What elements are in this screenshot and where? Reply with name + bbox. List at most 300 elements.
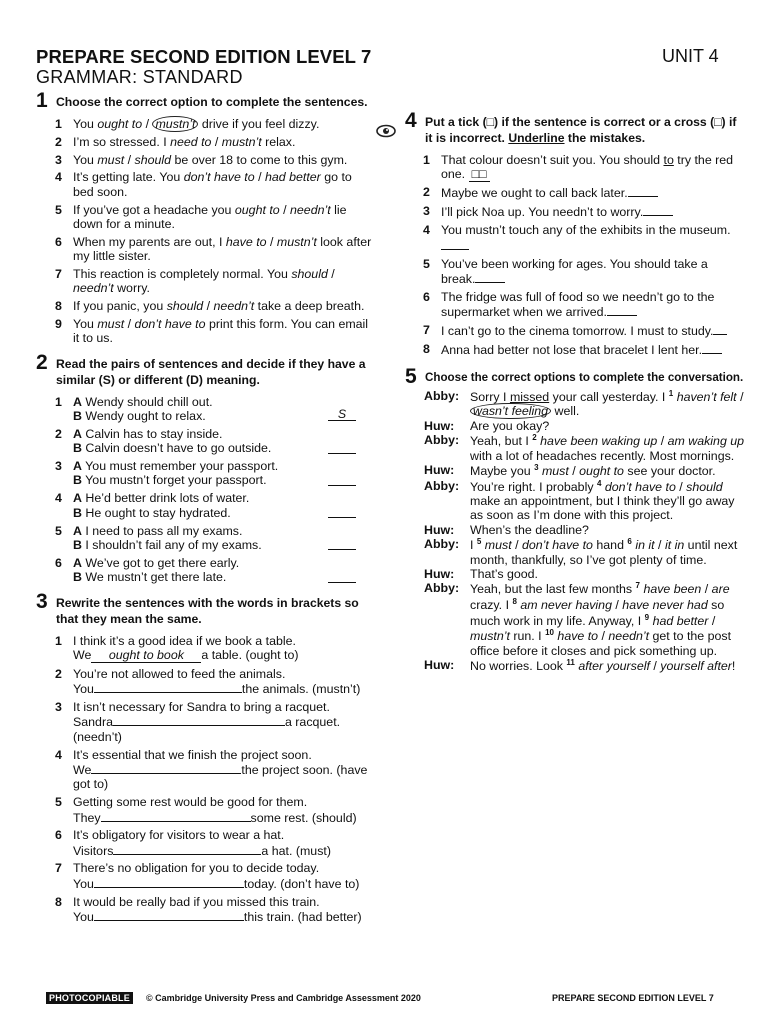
rewrite-line	[73, 909, 374, 924]
pair-label: A	[73, 555, 82, 570]
list-item	[36, 317, 374, 346]
dialogue-text-segment: No worries. Look	[470, 659, 567, 674]
gap-number: 6	[627, 537, 632, 547]
option-b[interactable]: mustn’t	[221, 134, 262, 149]
sentence-text: Wendy ought to relax.	[81, 408, 206, 423]
option-separator: /	[254, 170, 265, 185]
dialogue-line	[405, 479, 745, 523]
tick-box-icon: □	[486, 115, 495, 129]
dialogue-text	[470, 537, 745, 567]
option-b[interactable]: needn’t	[290, 202, 331, 217]
rewrite-start: You	[73, 910, 94, 925]
option-separator: /	[266, 234, 277, 249]
item-number: 3	[55, 459, 62, 474]
instruction-text: ) if the sentence is correct or a cross (	[494, 115, 715, 129]
gap-number: 11	[566, 657, 575, 667]
exercise-1	[36, 90, 374, 346]
underlined-word: missed	[509, 389, 550, 404]
item-text	[73, 267, 374, 296]
sentence-b	[73, 570, 328, 584]
gap-number: 1	[668, 388, 674, 398]
list-item	[405, 290, 745, 320]
answer-blank[interactable]	[441, 238, 469, 250]
sentence-text: Calvin has to stay inside.	[81, 426, 223, 441]
sentence-text: I can’t go to the cinema tomorrow. I must to study.	[441, 324, 714, 339]
rewrite-start: You	[73, 876, 94, 891]
sentence-text: You	[73, 316, 98, 331]
option-b[interactable]: mustn’t	[152, 116, 198, 132]
exercise-number: 2	[36, 350, 48, 374]
list-item	[36, 861, 374, 891]
rewrite-start: You	[73, 682, 94, 697]
sentence-text: We mustn’t get there late.	[81, 570, 227, 585]
rewrite-line	[73, 681, 374, 696]
speaker-name: Huw:	[424, 418, 455, 433]
dialogue-text-segment: /	[736, 389, 744, 404]
dialogue-text	[470, 658, 745, 674]
option-choice[interactable]: have been	[643, 582, 702, 597]
sentence-text: You mustn’t touch any of the exhibits in the museum.	[441, 223, 731, 238]
option-b[interactable]: should	[134, 152, 172, 167]
list-item	[36, 895, 374, 925]
exercise-5	[405, 366, 745, 674]
dialogue-text	[470, 463, 745, 479]
list-item	[36, 153, 374, 167]
sentence-text: He’d better drink lots of water.	[81, 491, 250, 506]
list-item	[36, 395, 374, 424]
sentence-text: When my parents are out, I	[73, 234, 226, 249]
pair-label: B	[73, 505, 82, 520]
option-choice[interactable]: haven’t felt	[676, 389, 737, 404]
underlined-mistake: to	[663, 152, 674, 167]
item-text	[73, 634, 374, 664]
option-a[interactable]: need to	[170, 134, 212, 149]
original-sentence: You’re not allowed to feed the animals.	[73, 666, 286, 681]
answer-blank[interactable]	[702, 342, 722, 354]
answer-blank[interactable]	[643, 204, 673, 216]
answer-blank[interactable]	[94, 909, 244, 921]
answer-blank[interactable]	[94, 876, 244, 888]
item-number: 4	[55, 747, 62, 762]
dialogue-text	[470, 567, 745, 581]
pair-label: A	[73, 426, 82, 441]
item-number: 4	[423, 223, 430, 238]
option-separator: /	[327, 266, 335, 281]
option-choice[interactable]: should	[686, 479, 723, 494]
item-text	[73, 170, 374, 199]
copyright-text: © Cambridge University Press and Cambridge Assessment 2020	[146, 993, 421, 1003]
exercise-3	[36, 591, 374, 925]
item-text	[73, 795, 374, 825]
dialogue-text-segment: make an appointment, but I think they’ll go away as soon as I’m done with this project.	[470, 494, 735, 523]
list-item	[405, 185, 745, 200]
item-number: 6	[55, 828, 62, 843]
list-item	[36, 299, 374, 313]
exercise-instruction: Choose the correct option to complete the sentences.	[56, 95, 368, 109]
item-number: 8	[55, 894, 62, 909]
item-text	[73, 203, 374, 232]
item-number: 1	[423, 152, 430, 167]
sentence-text: Anna had better not lose that bracelet I lent her.	[441, 343, 703, 358]
option-choice[interactable]: in it	[635, 538, 655, 553]
option-a[interactable]: don’t have to	[183, 170, 255, 185]
exercise-4	[405, 110, 745, 358]
sentence-text: Maybe we ought to call back later.	[441, 186, 628, 201]
dialogue-line	[405, 658, 745, 674]
rewrite-line	[73, 648, 374, 663]
sentence-text: You	[73, 117, 98, 131]
list-item	[36, 491, 374, 520]
item-text	[441, 342, 745, 357]
rewrite-line	[73, 876, 374, 891]
original-sentence: It isn’t necessary for Sandra to bring a racquet.	[73, 700, 330, 714]
option-choice[interactable]: after yourself	[578, 659, 650, 674]
list-item	[36, 427, 374, 456]
exercise-number: 1	[36, 89, 48, 112]
item-number: 2	[55, 666, 62, 681]
list-item	[36, 135, 374, 149]
option-choice[interactable]: mustn’t	[470, 629, 510, 644]
answer-blank[interactable]	[475, 271, 505, 283]
list-item	[36, 634, 374, 664]
sentence-text: You must remember your passport.	[81, 459, 279, 474]
option-choice[interactable]: had better	[652, 613, 709, 628]
rewrite-start: Sandra	[73, 715, 113, 730]
option-choice[interactable]: are	[711, 582, 730, 597]
item-number: 7	[55, 861, 62, 876]
answer-mark[interactable]: □□	[469, 167, 490, 182]
answer-blank[interactable]	[91, 762, 241, 774]
pair-label: B	[73, 570, 82, 585]
option-separator: /	[279, 202, 291, 217]
list-item	[36, 795, 374, 825]
list-item	[36, 556, 374, 585]
item-text	[73, 153, 374, 167]
dialogue-text	[470, 523, 745, 537]
dialogue-text-segment: /	[649, 659, 661, 674]
item-text	[441, 290, 745, 320]
item-text	[73, 895, 374, 925]
rewrite-end: some rest. (should)	[250, 810, 357, 825]
dialogue-line	[405, 433, 745, 463]
exercise-instruction: Choose the correct options to complete the conversation.	[425, 370, 744, 384]
option-b[interactable]: don’t have to	[134, 316, 206, 331]
original-sentence: Getting some rest would be good for them.	[73, 795, 308, 810]
original-sentence: It’s obligatory for visitors to wear a hat.	[73, 828, 285, 843]
list-item	[36, 170, 374, 199]
pair-label: B	[73, 538, 82, 553]
dialogue-line	[405, 537, 745, 567]
item-number: 5	[55, 523, 62, 538]
dialogue-line	[405, 419, 745, 433]
item-number: 3	[55, 700, 62, 714]
option-a[interactable]: must	[97, 152, 125, 167]
pair-label: B	[73, 408, 82, 423]
speaker-name: Abby:	[424, 433, 460, 448]
exercise-2-items	[36, 395, 374, 585]
list-item	[36, 748, 374, 792]
sentence-text: I shouldn’t fail any of my exams.	[81, 538, 262, 553]
item-number: 2	[55, 426, 62, 441]
rewrite-end: the project soon. (have got to)	[73, 762, 368, 792]
dialogue-text-segment: with a lot of headaches recently. Most mornings.	[470, 448, 735, 463]
option-choice[interactable]: yourself after	[660, 659, 732, 674]
option-choice-circled[interactable]: wasn’t feeling	[470, 403, 551, 419]
sentence-pair	[73, 491, 328, 520]
answer-field[interactable]	[328, 504, 356, 518]
gap-number: 5	[476, 537, 482, 547]
rewrite-line	[73, 843, 374, 858]
option-b[interactable]: needn’t	[73, 281, 114, 296]
sentence-text: Wendy should chill out.	[81, 394, 213, 409]
dialogue-line	[405, 463, 745, 479]
list-item	[36, 203, 374, 232]
sentence-text: We’ve got to get there early.	[81, 555, 240, 570]
rewrite-line	[73, 714, 374, 744]
item-number: 2	[423, 185, 430, 200]
dialogue-text	[470, 389, 745, 419]
item-number: 5	[55, 795, 62, 810]
dialogue-text-segment: /	[654, 538, 665, 553]
dialogue-text-segment: Are you okay?	[470, 418, 550, 433]
dialogue-text-segment: That’s good.	[470, 567, 538, 582]
option-a[interactable]: ought to	[97, 117, 143, 131]
speaker-name: Abby:	[424, 478, 460, 493]
dialogue-line	[405, 389, 745, 419]
option-a[interactable]: should	[291, 266, 328, 281]
option-b[interactable]: had better	[264, 170, 321, 185]
exercise-2	[36, 352, 374, 585]
sentence-text: I’m so stressed. I	[73, 134, 171, 149]
exercise-3-items	[36, 634, 374, 925]
answer-blank[interactable]	[713, 323, 727, 335]
sentence-pair	[73, 395, 328, 424]
item-number: 8	[55, 299, 62, 314]
rewrite-start: They	[73, 810, 101, 825]
option-a[interactable]: have to	[225, 234, 267, 249]
speaker-name: Abby:	[424, 581, 460, 596]
answer-field[interactable]: S	[328, 407, 356, 421]
dialogue-text-segment: well.	[551, 404, 580, 419]
item-text	[73, 861, 374, 891]
dialogue-text-segment: !	[731, 659, 736, 674]
sentence-text: You’ve been working for ages. You should take a break.	[441, 256, 708, 287]
rewrite-line	[73, 762, 374, 792]
pair-label: B	[73, 441, 82, 456]
list-item	[405, 342, 745, 357]
dialogue-text-segment: crazy. I	[470, 598, 513, 613]
instruction-underline: Underline	[508, 131, 565, 146]
dialogue-line	[405, 581, 745, 657]
item-number: 6	[423, 290, 430, 305]
photocopiable-badge: PHOTOCOPIABLE	[46, 992, 133, 1004]
original-sentence: There’s no obligation for you to decide today.	[73, 861, 320, 876]
item-text	[73, 299, 374, 313]
option-choice[interactable]: have never had	[622, 598, 708, 613]
dialogue-text	[470, 479, 745, 523]
dialogue-text-segment: /	[568, 464, 580, 479]
sentence-text: relax.	[261, 134, 296, 149]
sentence-text: lie down for a minute.	[73, 202, 347, 231]
option-choice[interactable]: don’t have to	[604, 479, 676, 494]
list-item	[36, 117, 374, 131]
sentence-a	[73, 556, 328, 570]
option-a[interactable]: must	[97, 316, 125, 331]
option-choice[interactable]: must	[484, 538, 512, 553]
item-number: 3	[55, 152, 62, 167]
item-number: 4	[55, 491, 62, 506]
option-a[interactable]: should	[166, 299, 204, 314]
answer-blank[interactable]	[94, 681, 242, 693]
rewrite-start: We	[73, 648, 92, 663]
pair-label: A	[73, 523, 82, 538]
answer-field[interactable]	[328, 472, 356, 486]
sentence-pair	[73, 556, 328, 585]
sentence-text: try the red one.	[441, 152, 734, 182]
sentence-text: This reaction is completely normal. You	[73, 266, 292, 281]
sentence-a	[73, 491, 328, 505]
item-text	[441, 185, 745, 200]
gap-number: 10	[545, 628, 554, 638]
list-item	[405, 323, 745, 338]
dialogue-text	[470, 581, 745, 657]
pair-label: B	[73, 473, 82, 488]
option-choice[interactable]: don’t have to	[521, 538, 593, 553]
pair-label: A	[73, 394, 82, 409]
sentence-text: If you panic, you	[73, 299, 167, 314]
option-choice[interactable]: ought to	[579, 464, 624, 479]
sentence-text: The fridge was full of food so we needn’t go to the supermarket when we arrived.	[441, 290, 715, 320]
answer-blank[interactable]	[101, 810, 251, 822]
rewrite-end: the animals. (mustn’t)	[241, 682, 361, 697]
item-text	[441, 204, 745, 219]
answer-blank[interactable]	[113, 843, 261, 855]
exercise-number: 3	[36, 589, 48, 613]
answer-field[interactable]	[328, 536, 356, 550]
sentence-pair	[73, 427, 328, 456]
item-text	[73, 235, 374, 264]
item-text	[73, 748, 374, 792]
instruction-text: ) if it is incorrect.	[425, 115, 737, 146]
option-separator: /	[142, 117, 153, 131]
sentence-text: He ought to stay hydrated.	[81, 505, 231, 520]
sentence-text: drive if you feel dizzy.	[198, 117, 320, 131]
answer-blank[interactable]: ought to book	[91, 648, 201, 663]
item-number: 5	[423, 256, 430, 271]
sentence-text: You	[73, 152, 98, 167]
dialogue-text-segment: get to the post office before it closes and pick something up.	[470, 629, 732, 658]
option-choice[interactable]: have to	[557, 629, 599, 644]
dialogue-text-segment: see your doctor.	[623, 464, 716, 479]
answer-blank[interactable]	[607, 304, 637, 316]
option-choice[interactable]: have been waking up	[540, 434, 658, 449]
option-b[interactable]: mustn’t	[276, 234, 317, 249]
dialogue-text-segment: run. I	[509, 629, 546, 644]
answer-field[interactable]	[328, 569, 356, 583]
sentence-text: print this form. You can email it to us.	[73, 316, 369, 346]
answer-blank[interactable]	[113, 714, 285, 726]
pair-label: A	[73, 491, 82, 506]
speaker-name: Huw:	[424, 522, 455, 537]
option-b[interactable]: needn’t	[213, 299, 255, 314]
list-item	[36, 235, 374, 264]
instruction-text: the mistakes.	[564, 131, 646, 146]
unit-label: UNIT 4	[662, 46, 719, 66]
dialogue-text-segment: I	[470, 538, 477, 553]
dialogue-text-segment: /	[511, 538, 522, 553]
item-text	[73, 667, 374, 697]
dialogue-text-segment: /	[611, 598, 623, 613]
list-item	[36, 459, 374, 488]
option-choice[interactable]: needn’t	[608, 629, 650, 644]
option-choice[interactable]: am never having	[520, 598, 612, 613]
item-text	[441, 153, 745, 182]
sentence-a	[73, 395, 328, 409]
sentence-text: take a deep breath.	[254, 299, 365, 314]
footer-title: PREPARE SECOND EDITION LEVEL 7	[552, 993, 714, 1003]
item-number: 6	[55, 555, 62, 570]
list-item	[36, 700, 374, 744]
answer-blank[interactable]	[628, 185, 658, 197]
dialogue-text-segment: Yeah, but the last few months	[470, 582, 636, 597]
option-separator: /	[211, 134, 222, 149]
option-separator: /	[203, 299, 214, 314]
item-number: 3	[423, 204, 430, 219]
sentence-b	[73, 409, 328, 423]
dialogue-text-segment: Yeah, but I	[470, 434, 533, 449]
list-item	[36, 524, 374, 553]
item-number: 9	[55, 316, 62, 331]
dialogue-text-segment: /	[598, 629, 609, 644]
sentence-pair	[73, 524, 328, 553]
list-item	[405, 153, 745, 182]
option-choice[interactable]: am waking up	[667, 434, 745, 449]
item-text	[73, 828, 374, 858]
option-choice[interactable]: must	[541, 464, 569, 479]
gap-number: 2	[532, 433, 537, 443]
dialogue-text-segment: /	[675, 479, 687, 494]
rewrite-start: Visitors	[73, 843, 114, 858]
eye-icon	[376, 124, 396, 138]
option-choice[interactable]: it in	[664, 538, 685, 553]
exercise-number: 5	[405, 364, 417, 388]
rewrite-end: a racquet. (needn’t)	[73, 715, 341, 744]
sentence-text: go to bed soon.	[73, 170, 352, 199]
option-a[interactable]: ought to	[234, 202, 280, 217]
sentence-text: be over 18 to come to this gym.	[171, 152, 348, 167]
item-number: 1	[55, 394, 62, 409]
sentence-a	[73, 524, 328, 538]
sentence-text: You mustn’t forget your passport.	[81, 473, 267, 488]
page-subtitle: GRAMMAR: STANDARD	[36, 67, 243, 87]
instruction-text: Put a tick (	[425, 115, 487, 129]
dialogue-text-segment: so much work in my life. Anyway, I	[470, 598, 725, 628]
sentence-text: look after my little sister.	[73, 234, 372, 264]
dialogue-text	[470, 419, 745, 433]
rewrite-start: We	[73, 762, 92, 777]
list-item	[405, 204, 745, 219]
sentence-text: That colour doesn’t suit you. You should	[441, 152, 664, 167]
sentence-pair	[73, 459, 328, 488]
speaker-name: Huw:	[424, 567, 455, 582]
item-number: 1	[55, 117, 62, 131]
answer-field[interactable]	[328, 440, 356, 454]
item-text	[73, 317, 374, 346]
item-number: 2	[55, 134, 62, 149]
item-number: 5	[55, 202, 62, 217]
rewrite-end: a hat. (must)	[261, 843, 331, 858]
dialogue-text-segment: When’s the deadline?	[470, 522, 589, 537]
